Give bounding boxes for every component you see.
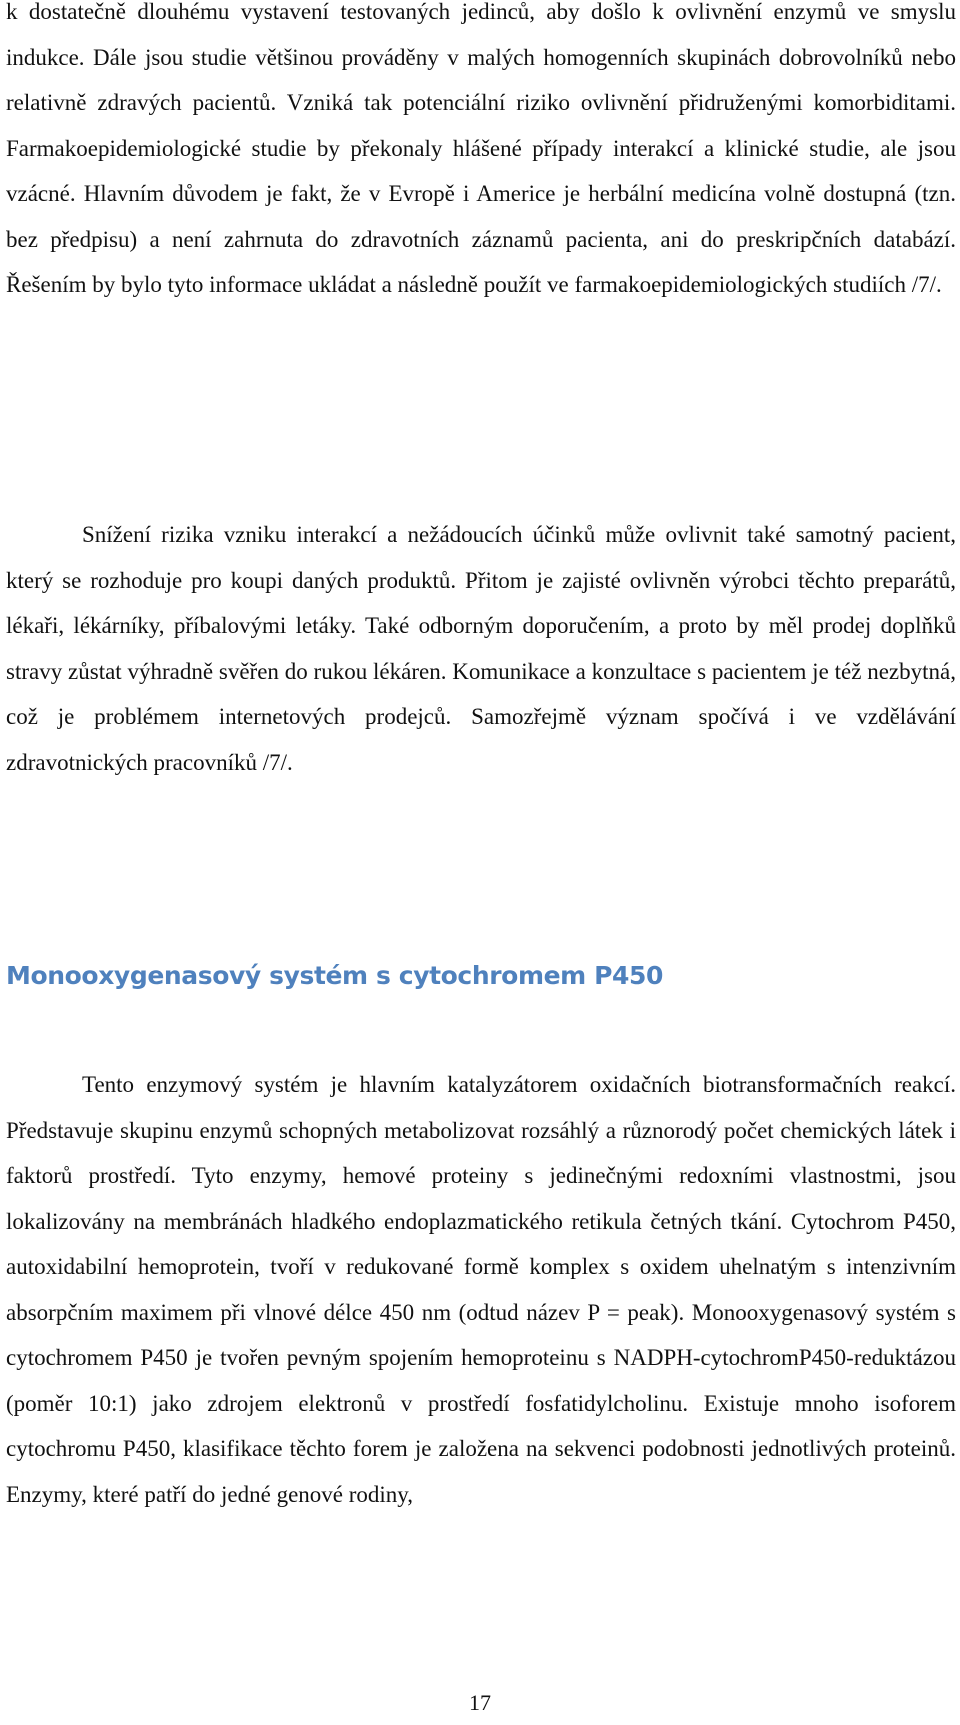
page-number: 17 (469, 1690, 491, 1715)
paragraph-risk-reduction: Snížení rizika vzniku interakcí a nežádoucích účinků může ovlivnit také samotný pacient, který se rozhoduje pro koupi daných produktů. Přitom je zajisté ovlivněn výrobci těchto preparátů, lékaři, lékárníky, příbalovými letáky. Také odborným doporučením, a proto by měl prodej doplňků stravy zůstat výhradně svěřen do rukou lékáren. Komunikace a konzultace s pacientem je též nezbytná, což je problémem internetových prodejců. Samozřejmě význam spočívá i ve vzdělávání zdravotnických pracovníků /7/. (6, 522, 956, 775)
paragraph-herbal-studies: k dostatečně dlouhému vystavení testovaných jedinců, aby došlo k ovlivnění enzymů ve smyslu indukce. Dále jsou studie většinou prováděny v malých homogenních skupinách dobrovolníků nebo relativně zdravých pacientů. Vzniká tak potenciální riziko ovlivnění přidruženými komorbiditami. Farmakoepidemiologické studie by překonaly hlášené případy interakcí a klinické studie, ale jsou vzácné. Hlavním důvodem je fakt, že v Evropě i Americe je herbální medicína volně dostupná (tzn. bez předpisu) a není zahrnuta do zdravotních záznamů pacienta, ani do preskripčních databází. Řešením by bylo tyto informace ukládat a následně použít ve farmakoepidemiologických studiích /7/. (6, 0, 956, 297)
paragraph-cytochrome: Tento enzymový systém je hlavním katalyzátorem oxidačních biotransformačních reakcí. Představuje skupinu enzymů schopných metabolizovat rozsáhlý a různorodý počet chemických látek i faktorů prostředí. Tyto enzymy, hemové proteiny s jedinečnými redoxními vlastnostmi, jsou lokalizovány na membránách hladkého endoplazmatického retikula četných tkání. Cytochrom P450, autoxidabilní hemoprotein, tvoří v redukované formě komplex s oxidem uhelnatým s intenzivním absorpčním maximem při vlnové délce 450 nm (odtud název P = peak). Monooxygenasový systém s cytochromem P450 je tvořen pevným spojením hemoproteinu s NADPH-cytochromP450-reduktázou (poměr 10:1) jako zdrojem elektronů v prostředí fosfatidylcholinu. Existuje mnoho isoforem cytochromu P450, klasifikace těchto forem je založena na sekvenci podobnosti jednotlivých proteinů. Enzymy, které patří do jedné genové rodiny, (6, 1072, 956, 1507)
section-heading: Monooxygenasový systém s cytochromem P450 (6, 961, 664, 990)
